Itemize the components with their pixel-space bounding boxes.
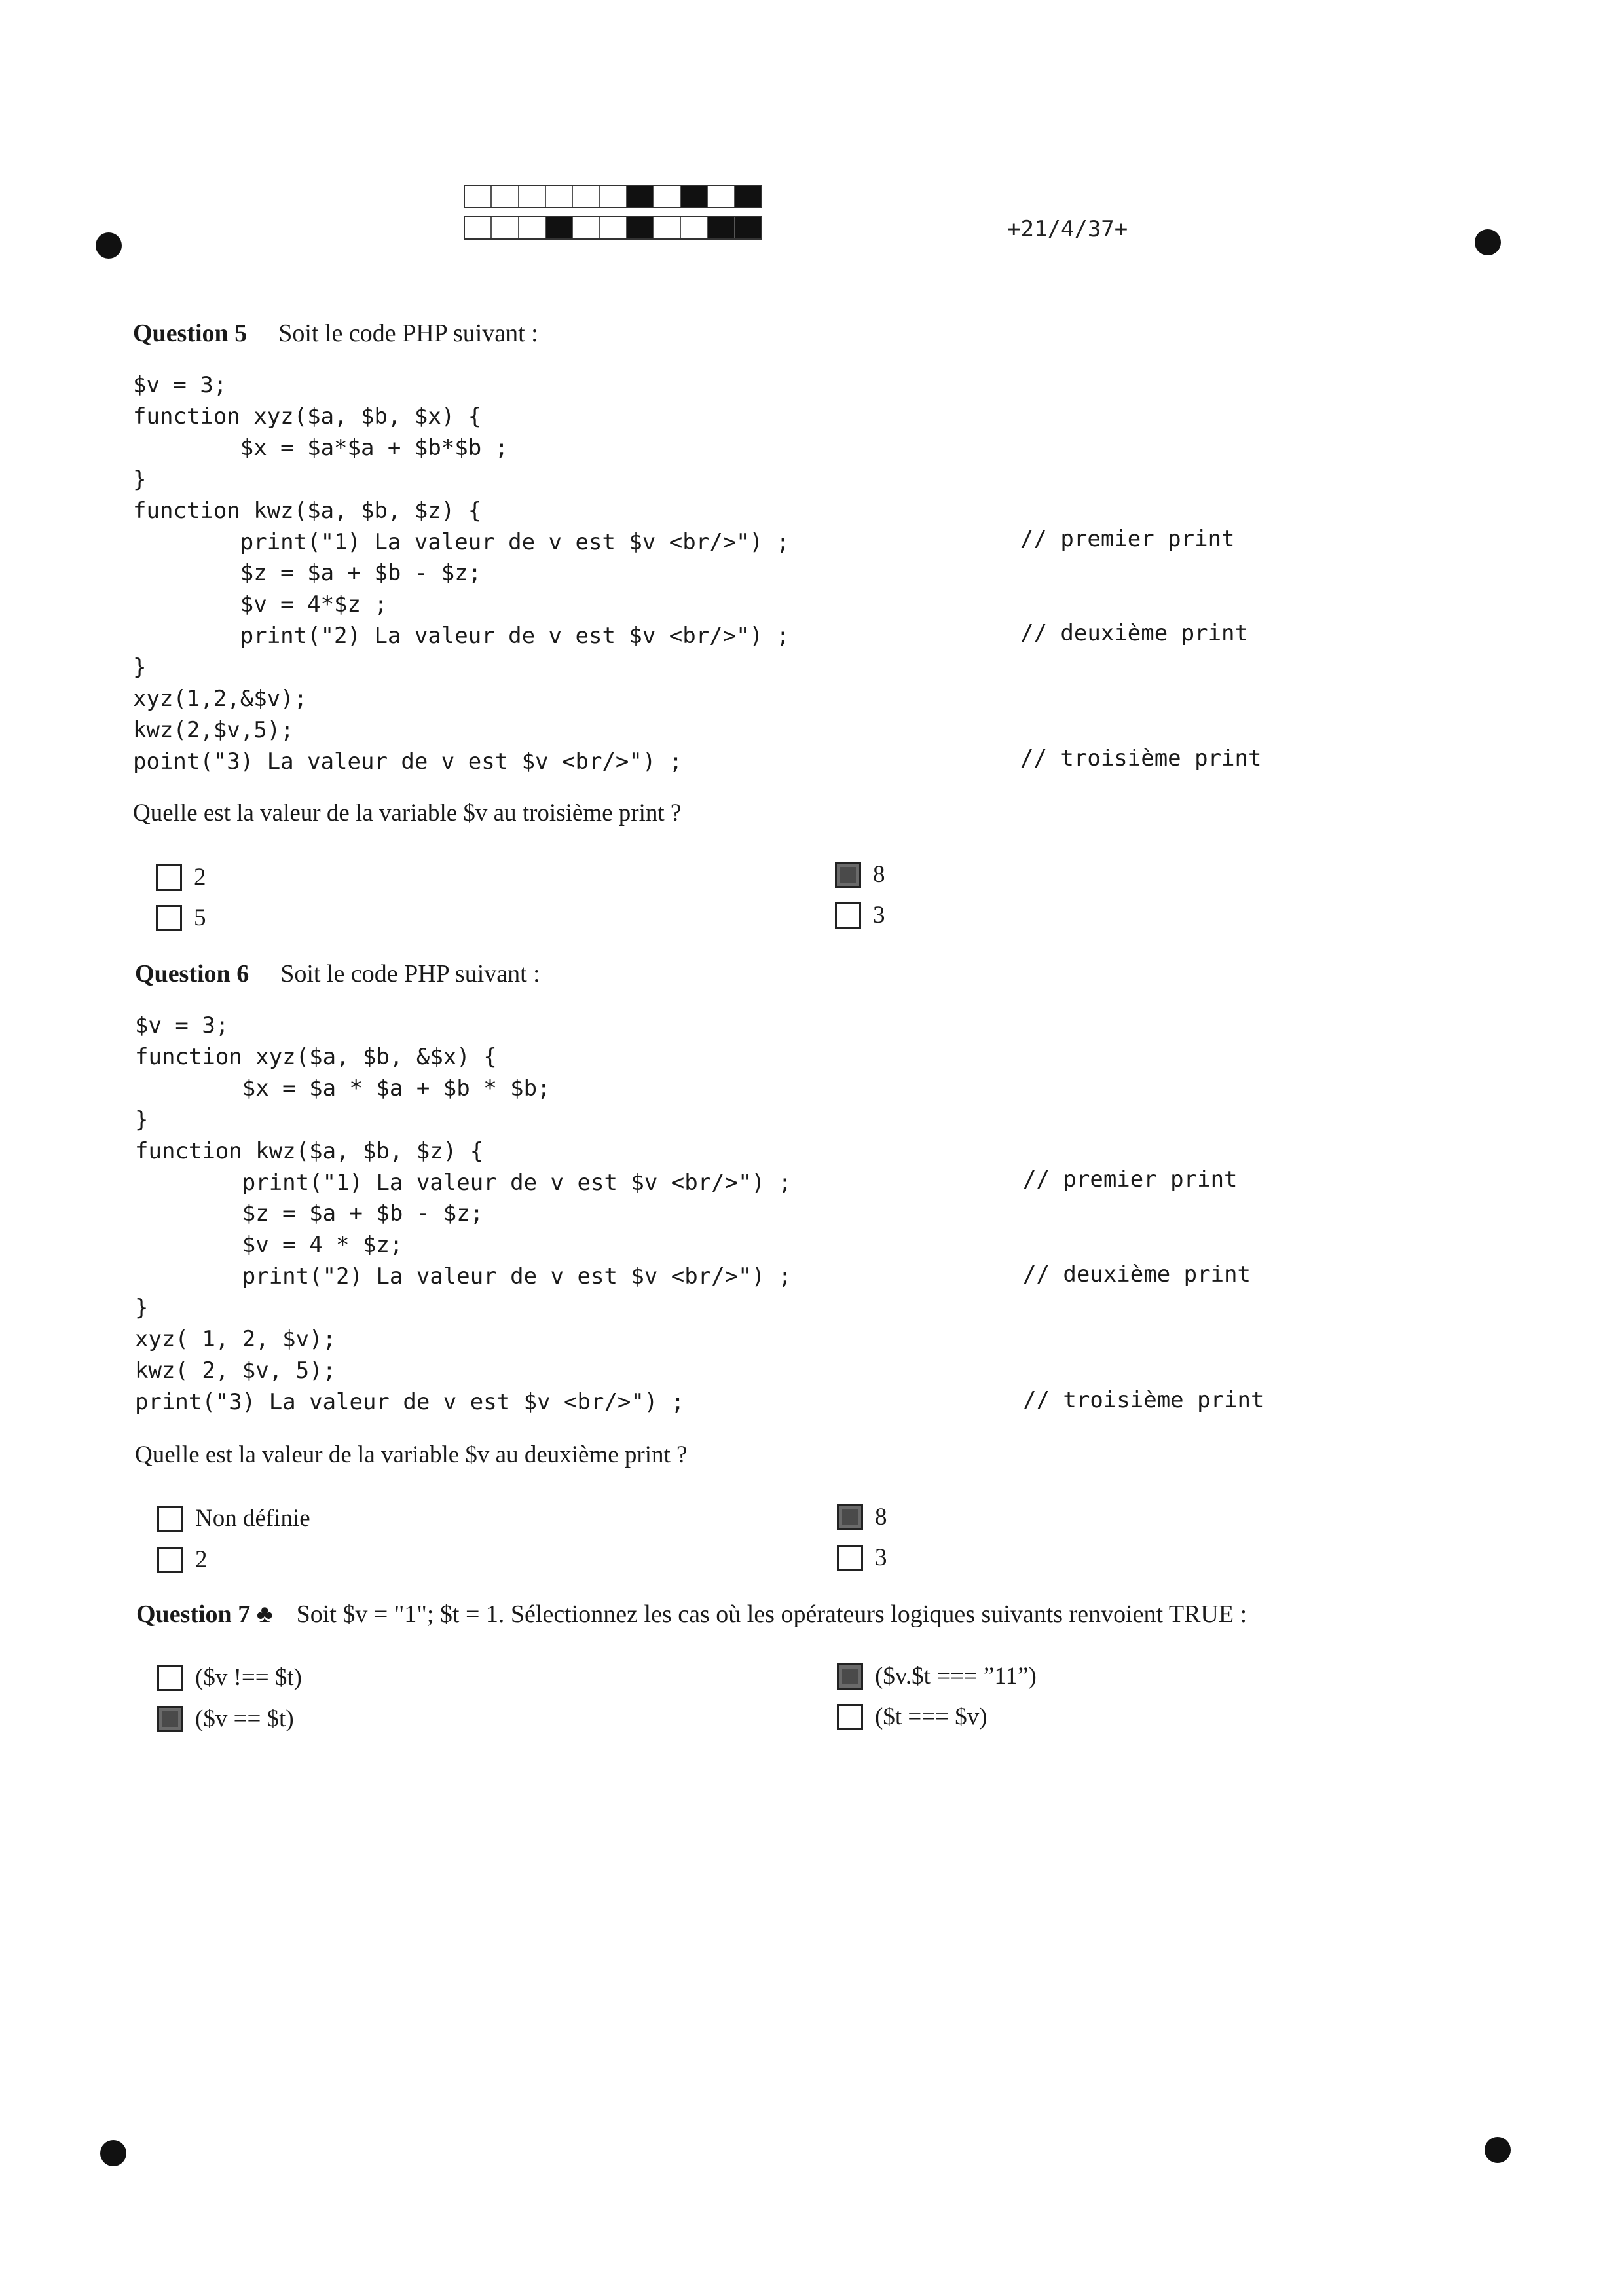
- barcode-cell: [519, 217, 546, 238]
- barcode-cell: [708, 186, 735, 207]
- question-7-intro: Soit $v = "1"; $t = 1. Sélectionnez les cas où les opérateurs logiques suivants renvoient TRUE :: [296, 1601, 1247, 1628]
- q7-option-2[interactable]: [157, 1705, 294, 1733]
- barcode-cell: [546, 186, 573, 207]
- barcode-cell: [519, 186, 546, 207]
- registration-mark-top-right: [1475, 229, 1501, 255]
- q5-option-1[interactable]: [156, 863, 206, 891]
- q6-option-4[interactable]: [837, 1544, 887, 1572]
- question-6-intro: Soit le code PHP suivant :: [280, 960, 540, 988]
- barcode-cell: [681, 186, 708, 207]
- checkbox-checked[interactable]: [835, 862, 861, 888]
- club-icon: ♣: [256, 1601, 273, 1628]
- q6-option-4-label: 3: [875, 1544, 887, 1571]
- question-5-comment-2: // deuxième print: [1020, 620, 1248, 646]
- barcode-cell: [627, 186, 654, 207]
- checkbox-checked[interactable]: [157, 1706, 183, 1732]
- question-6-header: [135, 959, 540, 988]
- question-7-label: Question 7: [136, 1601, 251, 1628]
- barcode-cell: [735, 217, 761, 238]
- barcode-cell: [492, 186, 519, 207]
- q5-option-4-label: 3: [873, 902, 885, 929]
- q7-option-3-label: ($v.$t === ”11”): [875, 1663, 1037, 1690]
- q7-option-1-label: ($v !== $t): [195, 1664, 302, 1691]
- question-5-label: Question 5: [133, 320, 248, 347]
- barcode-cell: [708, 217, 735, 238]
- question-5-header: [133, 319, 538, 348]
- barcode-cell: [465, 186, 492, 207]
- question-5-comment-3: // troisième print: [1020, 745, 1262, 771]
- barcode-cell: [492, 217, 519, 238]
- barcode-cell: [600, 217, 627, 238]
- q5-option-3-label: 8: [873, 861, 885, 888]
- question-7-header: [136, 1600, 1247, 1629]
- checkbox[interactable]: [156, 905, 182, 931]
- question-6-comment-2: // deuxième print: [1023, 1261, 1251, 1287]
- barcode-row-1: [464, 185, 762, 208]
- checkbox[interactable]: [835, 902, 861, 929]
- q5-option-2[interactable]: [156, 904, 206, 932]
- registration-mark-top-left: [96, 232, 122, 259]
- question-6-label: Question 6: [135, 960, 249, 988]
- barcode-cell: [627, 217, 654, 238]
- q7-option-2-label: ($v == $t): [195, 1705, 294, 1732]
- checkbox[interactable]: [837, 1545, 863, 1571]
- barcode-cell: [546, 217, 573, 238]
- question-5-code: $v = 3; function xyz($a, $b, $x) { $x = $a*$a + $b*$b ; } function kwz($a, $b, $z) { print("1) La valeur de v est $v <br/>") ; $z = $a + $b - $z; $v = 4*$z ; print("2) La valeur de v est $v <br/>") ; } xyz(1,2,&$v); kwz(2,$v,5); point("3) La valeur de v est $v <br/>") ;: [133, 372, 790, 775]
- q5-option-3[interactable]: [835, 861, 885, 889]
- checkbox[interactable]: [157, 1547, 183, 1573]
- checkbox[interactable]: [156, 864, 182, 891]
- q6-option-3[interactable]: [837, 1503, 887, 1531]
- barcode-cell: [600, 186, 627, 207]
- question-6-code: $v = 3; function xyz($a, $b, &$x) { $x = $a * $a + $b * $b; } function kwz($a, $b, $z) { print("1) La valeur de v est $v <br/>") ; $z = $a + $b - $z; $v = 4 * $z; print("2) La valeur de v est $v <br/>") ; } xyz( 1, 2, $v); kwz( 2, $v, 5); print("3) La valeur de v est $v <br/>") ;: [135, 1012, 792, 1415]
- q7-option-4-label: ($t === $v): [875, 1703, 987, 1730]
- q7-option-1[interactable]: [157, 1663, 302, 1692]
- registration-mark-bottom-left: [100, 2140, 126, 2166]
- q6-option-2[interactable]: [157, 1546, 208, 1574]
- barcode-cell: [465, 217, 492, 238]
- q6-option-3-label: 8: [875, 1504, 887, 1530]
- page-reference: +21/4/37+: [1007, 216, 1128, 242]
- question-5-comment-1: // premier print: [1020, 526, 1235, 552]
- checkbox[interactable]: [157, 1665, 183, 1691]
- q7-option-4[interactable]: [837, 1703, 987, 1731]
- q6-option-1[interactable]: [157, 1504, 310, 1532]
- question-5-intro: Soit le code PHP suivant :: [278, 320, 538, 347]
- barcode-row-2: [464, 216, 762, 240]
- question-5-prompt: Quelle est la valeur de la variable $v au troisième print ?: [133, 800, 682, 826]
- q7-option-3[interactable]: [837, 1662, 1037, 1690]
- checkbox[interactable]: [157, 1506, 183, 1532]
- barcode-cell: [573, 217, 600, 238]
- barcode-cell: [681, 217, 708, 238]
- barcode-cell: [654, 186, 681, 207]
- q6-option-2-label: 2: [195, 1546, 208, 1573]
- q5-option-1-label: 2: [194, 864, 206, 891]
- q5-option-2-label: 5: [194, 904, 206, 931]
- q6-option-1-label: Non définie: [195, 1505, 310, 1532]
- checkbox-checked[interactable]: [837, 1663, 863, 1690]
- question-6-prompt: Quelle est la valeur de la variable $v au deuxième print ?: [135, 1441, 688, 1468]
- question-6-comment-1: // premier print: [1023, 1166, 1238, 1193]
- barcode-cell: [654, 217, 681, 238]
- barcode-cell: [573, 186, 600, 207]
- checkbox[interactable]: [837, 1704, 863, 1730]
- q5-option-4[interactable]: [835, 901, 885, 929]
- question-6-comment-3: // troisième print: [1023, 1387, 1264, 1413]
- barcode-cell: [735, 186, 761, 207]
- registration-mark-bottom-right: [1485, 2137, 1511, 2163]
- checkbox-checked[interactable]: [837, 1504, 863, 1530]
